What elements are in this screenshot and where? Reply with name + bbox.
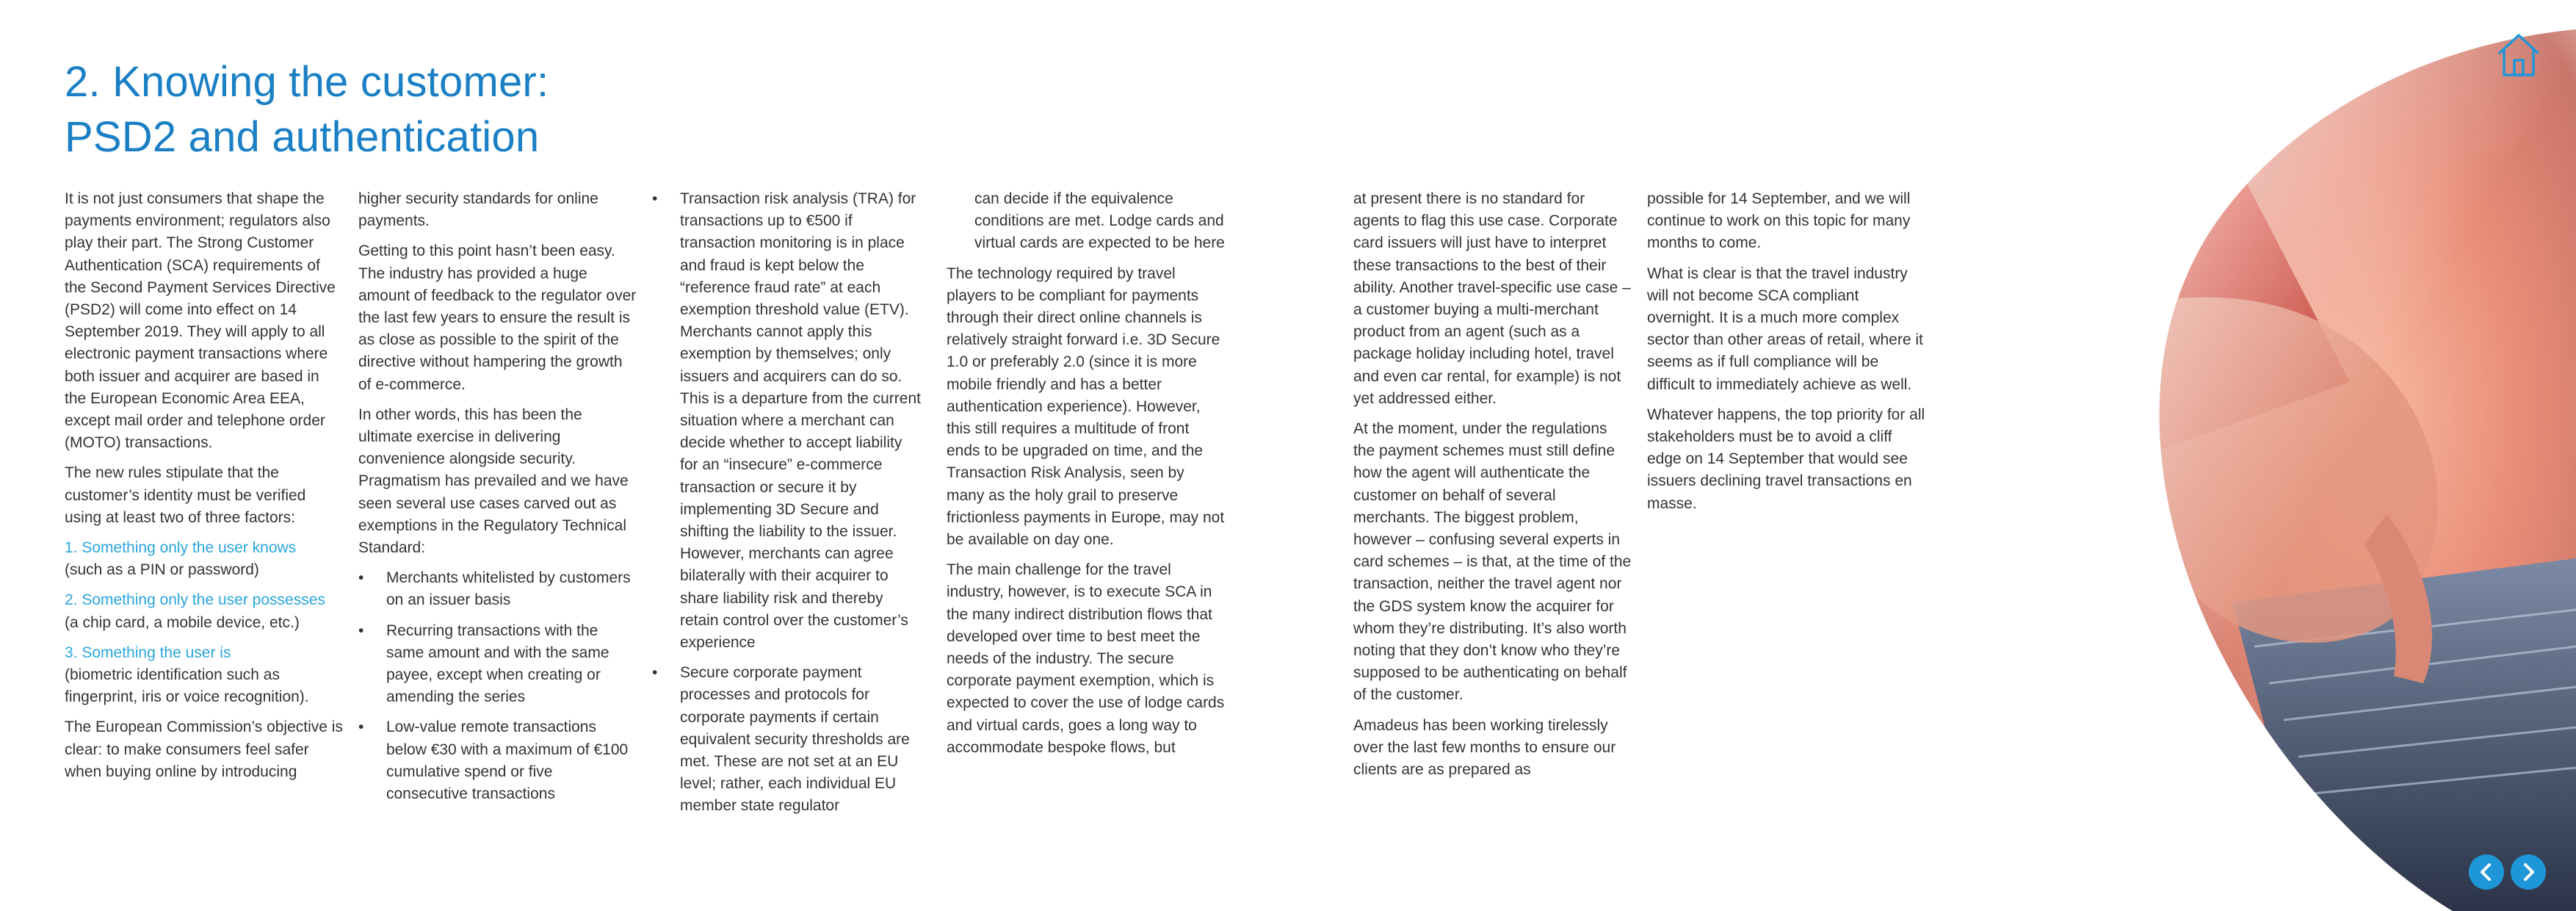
list-item: • Low-value remote transactions below €30 with a maximum of €100 cumulative spend or five consecutive transactions [358, 716, 637, 805]
chevron-left-icon [2469, 854, 2504, 890]
chevron-right-icon [2511, 854, 2546, 890]
list-item: • Recurring transactions with the same amount and with the same payee, except when creating or amending the series [358, 620, 637, 709]
factor-1-label: 1. Something only the user knows [65, 539, 297, 557]
factor-2-label: 2. Something only the user possesses [65, 591, 325, 609]
paragraph: possible for 14 September, and we will continue to work on this topic for many months to come. [1647, 190, 1911, 252]
paragraph: higher security standards for online payments. [358, 190, 598, 230]
paragraph: The technology required by travel players to be compliant for payments through their direct online channels is relatively straight forward i.e. 3D Secure 1.0 or preferably 2.0 (since it is more mobile friendly and has a better authentication experience). However, this still requires a multitude of front ends to be upgraded on time, and the Transaction Risk Analysis, seen by many as the holy grail to preserve frictionless payments in Europe, may not be available on day one. [947, 264, 1225, 549]
paragraph: The main challenge for the travel industry, however, is to execute SCA in the many indirect distribution flows that developed over time to best meet the needs of the industry. The secure corporate payment exemption, which is expected to cover the use of lodge cards and virtual cards, goes a long way to accommodate bespoke flows, but [947, 561, 1225, 756]
paragraph: The European Commission’s objective is clear: to make consumers feel safer when buying online by introducing [65, 719, 343, 780]
text-column-2 [358, 188, 637, 813]
text-column-3 [652, 188, 924, 826]
paragraph: It is not just consumers that shape the payments environment; regulators also play their part. The Strong Customer Authentication (SCA) requirements of the Second Payment Services Directive (PSD2) will come into effect on 14 September 2019. They will apply to all electronic payment transactions where both issuer and acquirer are based in the European Economic Area EEA, except mail order and telephone order (MOTO) transactions. [65, 190, 336, 452]
factor-3-label: 3. Something the user is [65, 644, 231, 661]
previous-page-button[interactable] [2469, 854, 2504, 890]
page-title [65, 54, 549, 165]
paragraph: Whatever happens, the top priority for all stakeholders must be to avoid a cliff edge on 14 September that would see issuers declining travel transactions en masse. [1647, 406, 1925, 512]
factor-2 [65, 589, 344, 633]
list-item: • Merchants whitelisted by customers on an issuer basis [358, 567, 637, 611]
text-column-1 [65, 188, 344, 791]
list-item-continued: can decide if the equivalence conditions are met. Lodge cards and virtual cards are expected to be here [974, 190, 1225, 252]
home-button[interactable] [2495, 29, 2542, 79]
text-column-6 [1647, 188, 1926, 523]
paragraph: at present there is no standard for agents to flag this use case. Corporate card issuers will just have to interpret these transactions to the best of their ability. Another travel-specific use case – a customer buying a multi-merchant product from an agent (such as a package holiday including hotel, travel and even car rental, for example) is not yet addressed either. [1353, 190, 1631, 407]
paragraph: Getting to this point hasn’t been easy. The industry has provided a huge amount of feedback to the regulator over the last few years to ensure the result is as close as possible to the spirit of the directive without hampering the growth of e-commerce. [358, 242, 637, 393]
home-icon [2495, 29, 2542, 79]
paragraph: Amadeus has been working tirelessly over the last few months to ensure our clients are as prepared as [1353, 716, 1616, 779]
text-column-4 [947, 188, 1226, 767]
factor-1 [65, 537, 344, 581]
exemption-list [358, 567, 637, 805]
paragraph: At the moment, under the regulations the payment schemes must still define how the agent will authenticate the customer on behalf of several merchants. The biggest problem, however – confusing several experts in card schemes – is that, at the time of the transaction, neither the travel agent nor the GDS system know the acquirer for whom they’re distributing. It’s also worth noting that they don’t know who they’re supposed to be authenticating on behalf of the customer. [1353, 420, 1632, 704]
factor-2-text: (a chip card, a mobile device, etc.) [65, 613, 300, 631]
title-line-1: 2. Knowing the customer: [65, 58, 549, 106]
exemption-list-continued [652, 188, 924, 818]
next-page-button[interactable] [2511, 854, 2546, 890]
list-item: • Transaction risk analysis (TRA) for transactions up to €500 if transaction monitoring is in place and fraud is kept below the “reference fraud rate” at each exemption threshold value (ETV). Merchants cannot apply this exemption by themselves; only issuers and acquirers can do so. This is a departure from the current situation where a merchant can decide whether to accept liability for an “insecure” e-commerce transaction or secure it by implementing 3D Secure and shifting the liability to the issuer. However, merchants can agree bilaterally with their acquirer to share liability risk and thereby retain control over the customer’s experience [652, 188, 924, 654]
paragraph: In other words, this has been the ultimate exercise in delivering convenience alongside security. Pragmatism has prevailed and we have seen several use cases carved out as exemptions in the Regulatory Technical Standard: [358, 406, 629, 557]
title-line-2: PSD2 and authentication [65, 113, 540, 161]
factor-1-text: (such as a PIN or password) [65, 561, 259, 579]
paragraph: The new rules stipulate that the customer’s identity must be verified using at least two of three factors: [65, 464, 306, 526]
list-item: • Secure corporate payment processes and protocols for corporate payments if certain equivalent security thresholds are met. These are not set at an EU level; rather, each individual EU member state regulator [652, 662, 924, 817]
factor-3 [65, 642, 344, 709]
paragraph: What is clear is that the travel industry will not become SCA compliant overnight. It is a much more complex sector than other areas of retail, where it seems as if full compliance will be difficult to immediately achieve as well. [1647, 264, 1923, 393]
factor-3-text: (biometric identification such as fingerprint, iris or voice recognition). [65, 666, 309, 706]
text-column-5 [1353, 188, 1632, 789]
